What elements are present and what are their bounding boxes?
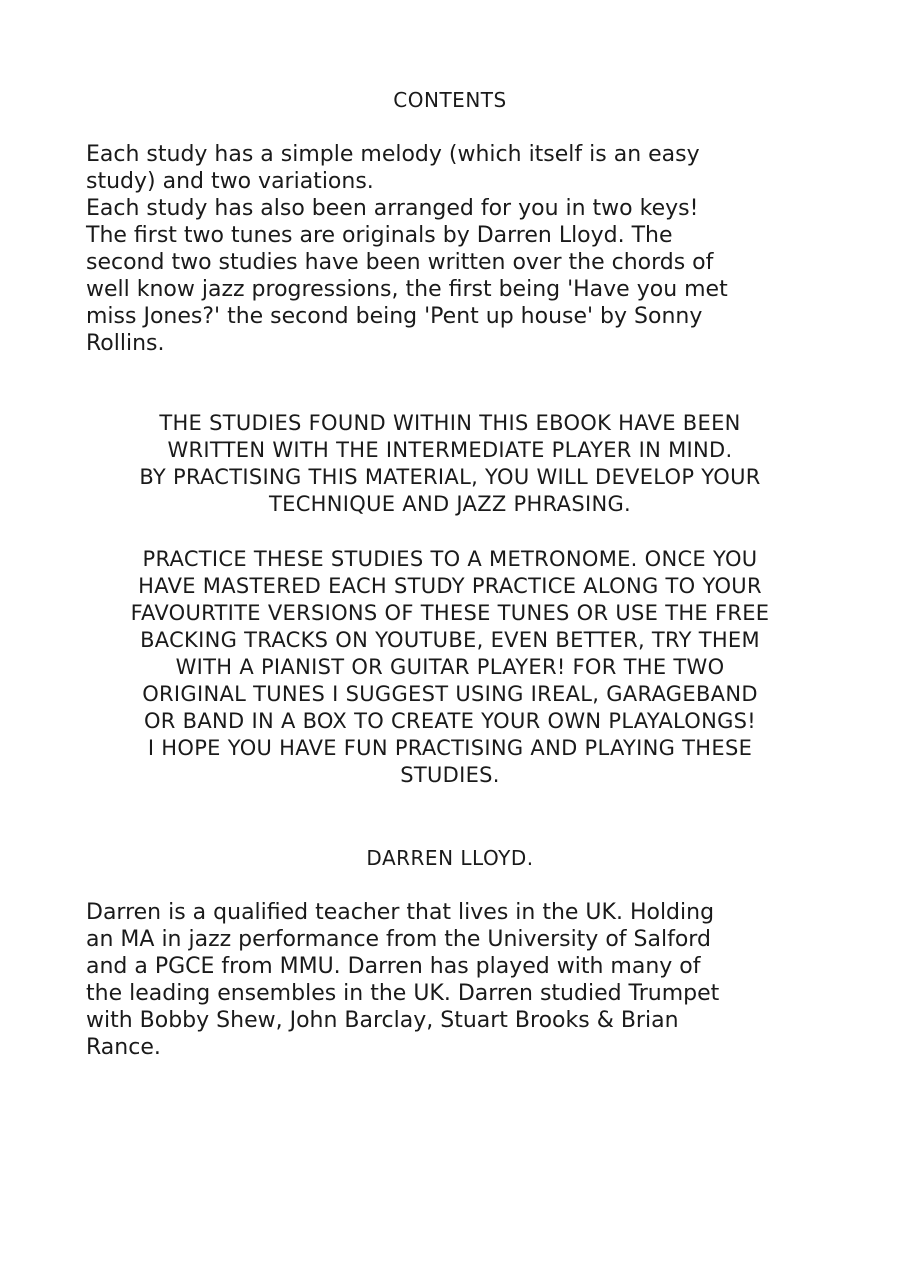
practice-line: I HOPE YOU HAVE FUN PRACTISING AND PLAYING THESE [147, 736, 753, 760]
intro-line: Each study has also been arranged for you in two keys! [86, 196, 699, 221]
intro-line: study) and two variations. [86, 169, 374, 194]
intermediate-line: WRITTEN WITH THE INTERMEDIATE PLAYER IN MIND. [167, 438, 733, 462]
intro-line: second two studies have been written over the chords of [86, 250, 714, 275]
bio-line: Rance. [86, 1035, 161, 1060]
intermediate-line: THE STUDIES FOUND WITHIN THIS EBOOK HAVE BEEN [159, 411, 741, 435]
intro-paragraph [86, 141, 816, 357]
practice-line: OR BAND IN A BOX TO CREATE YOUR OWN PLAYALONGS! [143, 709, 757, 733]
author-heading: DARREN LLOYD. [366, 846, 534, 870]
practice-line: ORIGINAL TUNES I SUGGEST USING IREAL, GARAGEBAND [142, 682, 758, 706]
bio-line: Darren is a qualified teacher that lives in the UK. Holding [86, 900, 715, 925]
practice-line: HAVE MASTERED EACH STUDY PRACTICE ALONG TO YOUR [138, 574, 762, 598]
practice-line: STUDIES. [400, 763, 500, 787]
bio-line: with Bobby Shew, John Barclay, Stuart Brooks & Brian [86, 1008, 679, 1033]
bio-line: the leading ensembles in the UK. Darren studied Trumpet [86, 981, 720, 1006]
intro-line: The first two tunes are originals by Darren Lloyd. The [86, 223, 673, 248]
intermediate-line: BY PRACTISING THIS MATERIAL, YOU WILL DEVELOP YOUR [139, 465, 761, 489]
intro-line: miss Jones?' the second being 'Pent up house' by Sonny [86, 304, 703, 329]
intro-line: well know jazz progressions, the first being 'Have you met [86, 277, 728, 302]
practice-line: PRACTICE THESE STUDIES TO A METRONOME. ONCE YOU [142, 547, 758, 571]
bio-line: an MA in jazz performance from the University of Salford [86, 927, 711, 952]
author-bio [86, 899, 816, 1061]
intermediate-line: TECHNIQUE AND JAZZ PHRASING. [269, 492, 631, 516]
practice-advice [60, 546, 840, 789]
practice-line: BACKING TRACKS ON YOUTUBE, EVEN BETTER, TRY THEM [140, 628, 760, 652]
practice-line: WITH A PIANIST OR GUITAR PLAYER! FOR THE TWO [175, 655, 725, 679]
intro-line: Each study has a simple melody (which itself is an easy [86, 142, 700, 167]
practice-line: FAVOURTITE VERSIONS OF THESE TUNES OR USE THE FREE [130, 601, 770, 625]
bio-line: and a PGCE from MMU. Darren has played with many of [86, 954, 701, 979]
intro-line: Rollins. [86, 331, 165, 356]
contents-heading: CONTENTS [393, 88, 507, 112]
intermediate-notice [60, 410, 840, 518]
